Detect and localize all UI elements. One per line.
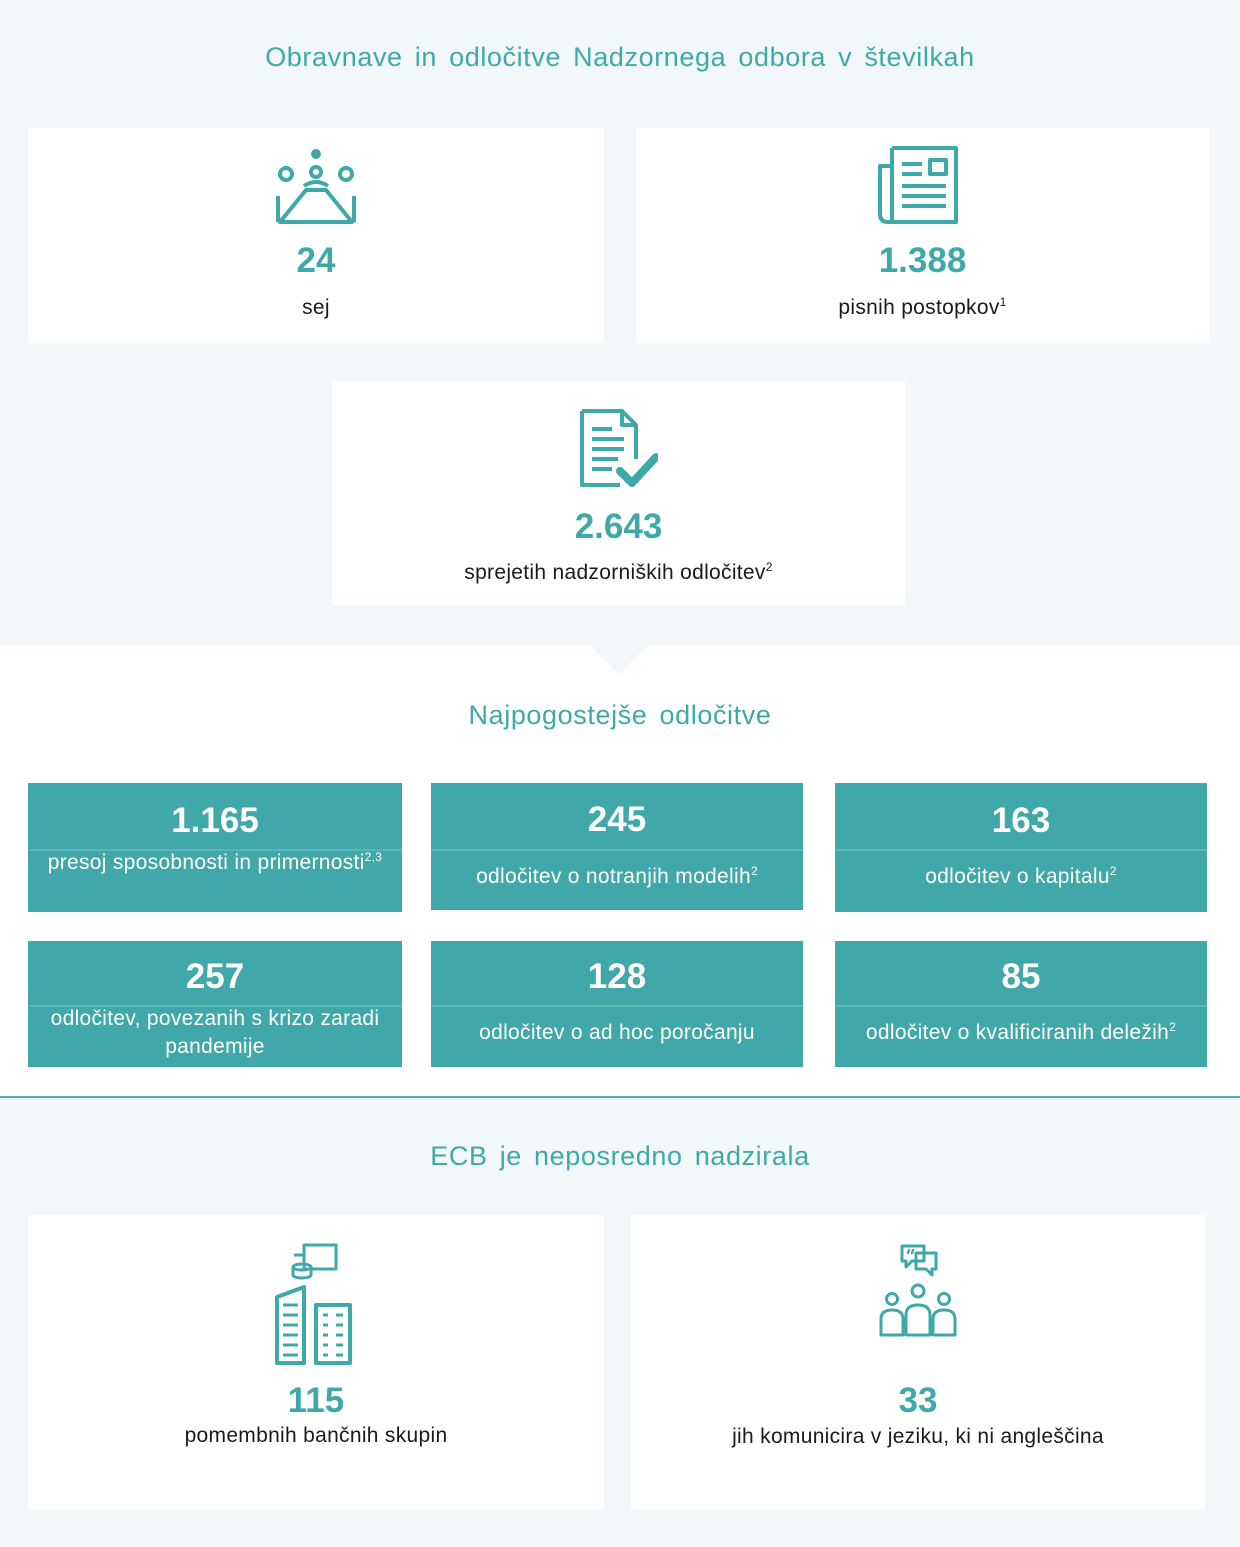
footnote-marker: 2,3 bbox=[364, 850, 383, 864]
tile-separator bbox=[835, 1005, 1207, 1007]
fit-and-proper-count: 1.165 bbox=[171, 801, 259, 840]
non-english-label: jih komunicira v jeziku, ki ni angleščina bbox=[732, 1425, 1104, 1448]
section-title-deliberations: Obravnave in odločitve Nadzornega odbora v številkah bbox=[265, 42, 975, 72]
ad-hoc-reporting-count: 128 bbox=[587, 957, 647, 996]
meetings-label: sej bbox=[302, 296, 330, 319]
footnote-marker: 2 bbox=[1169, 1020, 1177, 1034]
approved-document-icon bbox=[578, 409, 658, 489]
tile-separator bbox=[835, 849, 1207, 851]
footnote-marker: 2 bbox=[1109, 864, 1117, 878]
internal-models-label: odločitev o notranjih modelih$^2$ bbox=[476, 864, 758, 888]
section-title-ecb-supervision: ECB je neposredno nadzirala bbox=[430, 1141, 810, 1171]
people-communication-icon bbox=[878, 1243, 958, 1338]
meeting-table-icon bbox=[276, 146, 356, 226]
capital-label: odločitev o kapitalu$^2$ bbox=[925, 864, 1117, 888]
section-pointer-arrow bbox=[591, 646, 647, 674]
footnote-marker: 1 bbox=[999, 295, 1007, 309]
significant-groups-count: 115 bbox=[287, 1381, 345, 1420]
supervisory-decisions-label: sprejetih nadzorniških odločitev$^2$ bbox=[464, 560, 773, 584]
capital-count: 163 bbox=[991, 801, 1051, 840]
non-english-count: 33 bbox=[898, 1381, 938, 1420]
written-procedures-label: pisnih postopkov$^1$ bbox=[838, 295, 1007, 319]
meetings-count: 24 bbox=[296, 241, 336, 280]
stat-card-supervisory-decisions bbox=[332, 381, 905, 606]
decision-tile-pandemic bbox=[28, 941, 402, 1067]
stat-card-non-english-communication bbox=[631, 1215, 1205, 1509]
decision-tile-qualifying-holdings bbox=[835, 941, 1207, 1067]
qualifying-holdings-count: 85 bbox=[1001, 957, 1041, 996]
footnote-marker: 2 bbox=[750, 864, 758, 878]
decision-tile-internal-models bbox=[431, 783, 803, 910]
internal-models-count: 245 bbox=[587, 800, 647, 839]
newspaper-icon bbox=[878, 146, 958, 226]
decision-tile-fit-and-proper bbox=[28, 783, 402, 912]
supervisory-decisions-count: 2.643 bbox=[574, 507, 663, 546]
tile-separator bbox=[431, 1005, 803, 1007]
ad-hoc-reporting-label: odločitev o ad hoc poročanju bbox=[479, 1021, 755, 1044]
pandemic-label: odločitev, povezanih s krizo zaradi pandemije bbox=[50, 1007, 380, 1058]
bank-buildings-icon bbox=[274, 1243, 356, 1367]
tile-separator bbox=[431, 849, 803, 851]
fit-and-proper-label: presoj sposobnosti in primernosti$^{2,3}$ bbox=[47, 850, 383, 874]
section-title-most-frequent-decisions: Najpogostejše odločitve bbox=[468, 700, 772, 730]
decision-tile-capital bbox=[835, 783, 1207, 912]
stat-card-written-procedures bbox=[636, 128, 1209, 343]
footnote-marker: 2 bbox=[765, 560, 773, 574]
significant-groups-label: pomembnih bančnih skupin bbox=[184, 1424, 448, 1447]
qualifying-holdings-label: odločitev o kvalificiranih deležih$^2$ bbox=[865, 1020, 1177, 1044]
pandemic-count: 257 bbox=[185, 957, 245, 996]
stat-card-significant-groups bbox=[28, 1215, 604, 1509]
decision-tile-ad-hoc-reporting bbox=[431, 941, 803, 1067]
written-procedures-count: 1.388 bbox=[878, 241, 967, 280]
stat-card-meetings bbox=[28, 128, 604, 343]
